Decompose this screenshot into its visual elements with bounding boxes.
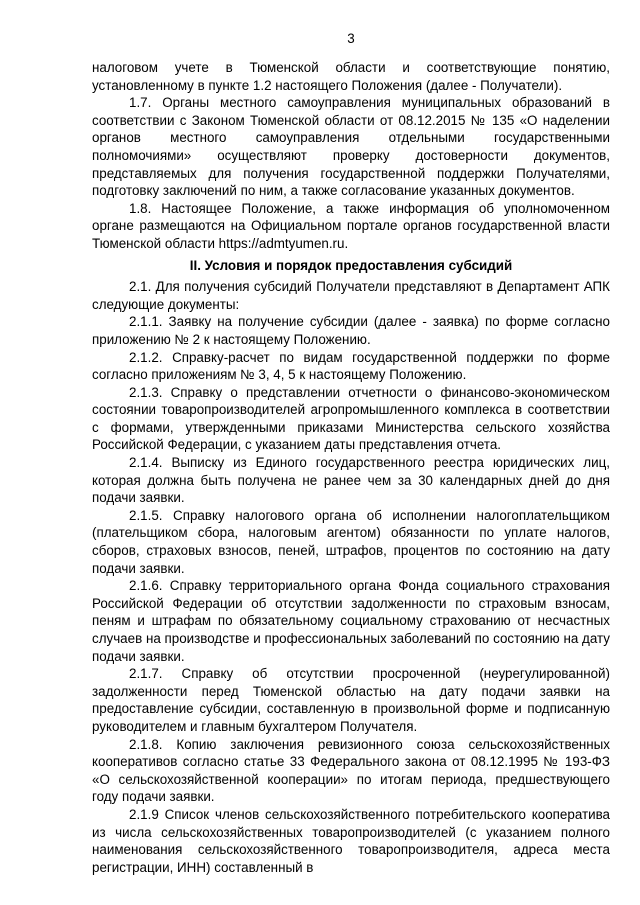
paragraph-2-1-9: 2.1.9 Список членов сельскохозяйственного потребительского кооператива из числа сельскохозяйственных товаропроизводителей (с указанием полного наименования сельскохозяйственного товаропроизводителя, адреса места регистрации, ИНН) составленный в [92,806,610,875]
paragraph-2-1-2: 2.1.2. Справку-расчет по видам государственной поддержки по форме согласно приложениям № 3, 4, 5 к настоящему Положению. [92,349,610,383]
paragraph-2-1: 2.1. Для получения субсидий Получатели представляют в Департамент АПК следующие документы: [92,279,610,312]
paragraph-2-1-4: 2.1.4. Выписку из Единого государственного реестра юридических лиц, которая должна быть получена не ранее чем за 30 календарных дней до дня подачи заявки. [92,455,610,506]
paragraph-2-1-5: 2.1.5. Справку налогового органа об исполнении налогоплательщиком (плательщиком сбора, налоговым агентом) обязанности по уплате налогов, сборов, страховых взносов, пеней, штрафов, процентов по состоянию на дату подачи заявки. [92,507,610,576]
document-page [92,30,610,876]
paragraph-continuation: налоговом учете в Тюменской области и соответствующие понятию, установленному в пункте 1.2 настоящего Положения (далее - Получатели). [92,60,610,93]
paragraph-1-8: 1.8. Настоящее Положение, а также информация об уполномоченном органе размещаются на Официальном портале органов государственной власти Тюменской области https://admtyumen.ru. [92,200,610,251]
paragraph-2-1-3: 2.1.3. Справку о представлении отчетности о финансово-экономическом состоянии товаропроизводителей агропромышленного комплекса в соответствии с формами, утвержденными приказами Министерства сельского хозяйства Российской Федерации, с указанием даты представления отчета. [92,384,610,453]
paragraph-1-7: 1.7. Органы местного самоуправления муниципальных образований в соответствии с Законом Тюменской области от 08.12.2015 № 135 «О наделении органов местного самоуправления отдельными государственными полномочиями» осуществляют проверку достоверности документов, представляемых для получения государственной поддержки Получателями, подготовку заключений по ним, а также согласование указанных документов. [92,95,610,199]
page-number: 3 [347,31,355,46]
section-title: II. Условия и порядок предоставления субсидий [189,257,513,273]
paragraph-2-1-1: 2.1.1. Заявку на получение субсидии (далее - заявка) по форме согласно приложению № 2 к настоящему Положению. [92,314,610,347]
paragraph-2-1-8: 2.1.8. Копию заключения ревизионного союза сельскохозяйственных кооперативов согласно статье 33 Федерального закона от 08.12.1995 № 193-ФЗ «О сельскохозяйственной кооперации» по итогам периода, предшествующего году подачи заявки. [92,736,610,805]
paragraph-2-1-6: 2.1.6. Справку территориального органа Фонда социального страхования Российской Федерации об отсутствии задолженности по страховым взносам, пеням и штрафам по обязательному социальному страхованию от несчастных случаев на производстве и профессиональных заболеваний по состоянию на дату подачи заявки. [92,578,610,664]
paragraph-2-1-7: 2.1.7. Справку об отсутствии просроченной (неурегулированной) задолженности перед Тюменской областью на дату подачи заявки на предоставление субсидии, составленную в произвольной форме и подписанную руководителем и главным бухгалтером Получателя. [92,666,610,734]
